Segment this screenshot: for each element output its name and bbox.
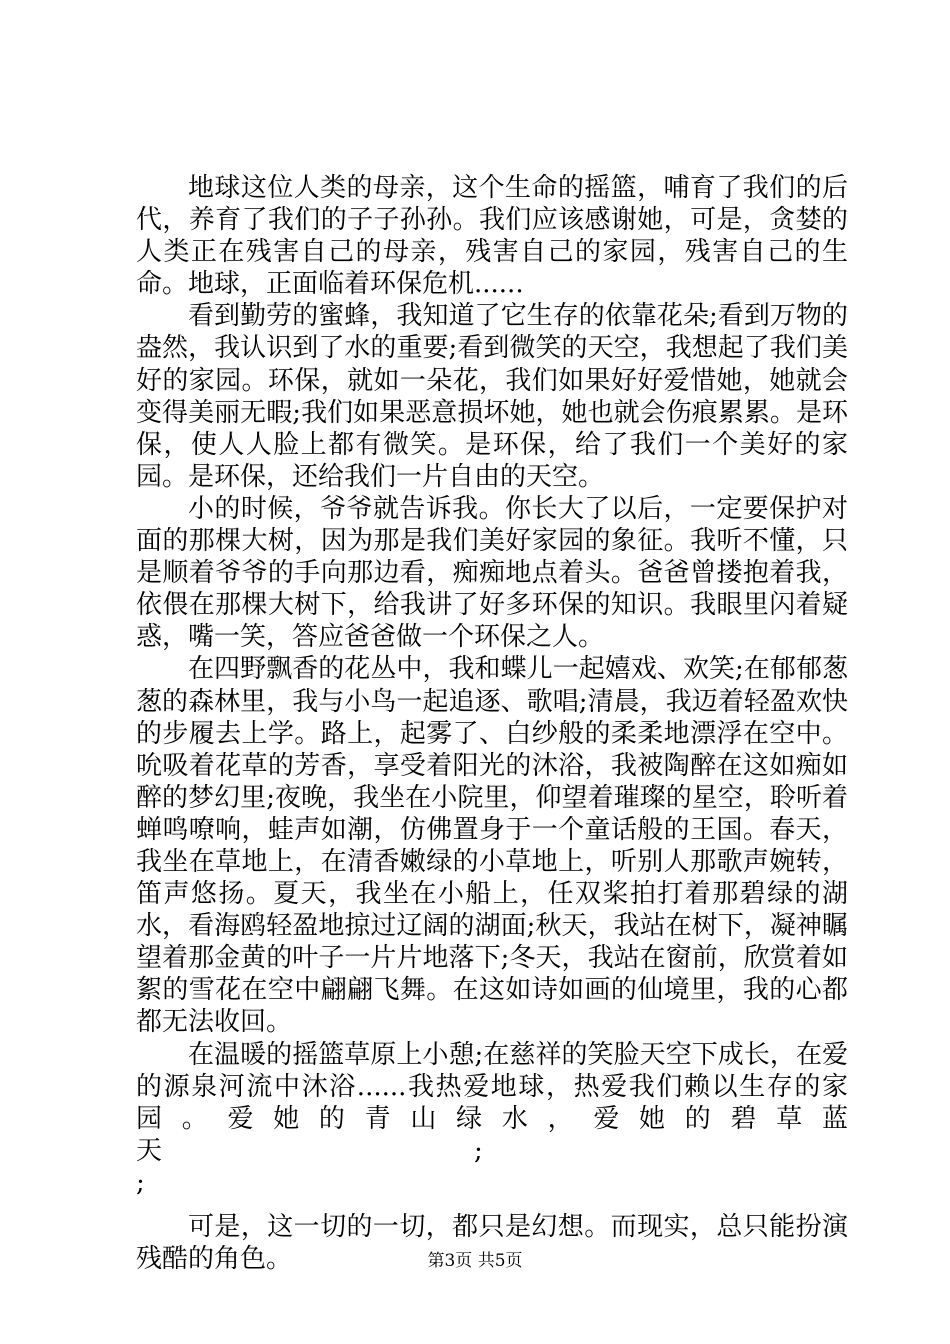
document-body — [136, 172, 848, 1275]
paragraph-2: 看到勤劳的蜜蜂，我知道了它生存的依靠花朵;看到万物的盎然，我认识到了水的重要;看到微笑的天空，我想起了我们美好的家园。环保，就如一朵花，我们如果好好爱惜她，她就会变得美丽无暇;我们如果恶意损坏她，她也就会伤痕累累。是环保，使人人脸上都有微笑。是环保，给了我们一个美好的家园。是环保，还给我们一片自由的天空。 — [136, 301, 848, 492]
paragraph-5: 在温暖的摇篮草原上小憩;在慈祥的笑脸天空下成长，在爱的源泉河流中沐浴......我热爱地球，热爱我们赖以生存的家园。爱她的青山绿水，爱她的碧草蓝天 ; ; — [136, 1039, 848, 1198]
paragraph-1: 地球这位人类的母亲，这个生命的摇篮，哺育了我们的后代，养育了我们的子子孙孙。我们应该感谢她，可是，贪婪的人类正在残害自己的母亲，残害自己的家园，残害自己的生命。地球，正面临着环保危机...... — [136, 173, 848, 300]
paragraph-4: 在四野飘香的花丛中，我和蝶儿一起嬉戏、欢笑;在郁郁葱葱的森林里，我与小鸟一起追逐、歌唱;清晨，我迈着轻盈欢快的步履去上学。路上，起雾了、白纱般的柔柔地漂浮在空中。吮吸着花草的芳香，享受着阳光的沐浴，我被陶醉在这如痴如醉的梦幻里;夜晚，我坐在小院里，仰望着璀璨的星空，聆听着蝉鸣嘹响，蛙声如潮，仿佛置身于一个童话般的王国。春天，我坐在草地上，在清香嫩绿的小草地上，听别人那歌声婉转，笛声悠扬。夏天，我坐在小船上，任双桨拍打着那碧绿的湖水，看海鸥轻盈地掠过辽阔的湖面;秋天，我站在树下，凝神瞩望着那金黄的叶子一片片地落下;冬天，我站在窗前，欣赏着如絮的雪花在空中翩翩飞舞。在这如诗如画的仙境里，我的心都都无法收回。 — [136, 654, 848, 1038]
paragraph-3: 小的时候，爷爷就告诉我。你长大了以后，一定要保护对面的那棵大树，因为那是我们美好家园的象征。我听不懂，只是顺着爷爷的手向那边看，痴痴地点着头。爸爸曾搂抱着我，依偎在那棵大树下，给我讲了好多环保的知识。我眼里闪着疑惑，嘴一笑，答应爸爸做一个环保之人。 — [136, 493, 848, 653]
page-footer: 第3页 共5页 — [427, 1251, 523, 1271]
paragraph-6: 可是，这一切的一切，都只是幻想。而现实，总只能扮演残酷的角色。 — [136, 1212, 848, 1275]
